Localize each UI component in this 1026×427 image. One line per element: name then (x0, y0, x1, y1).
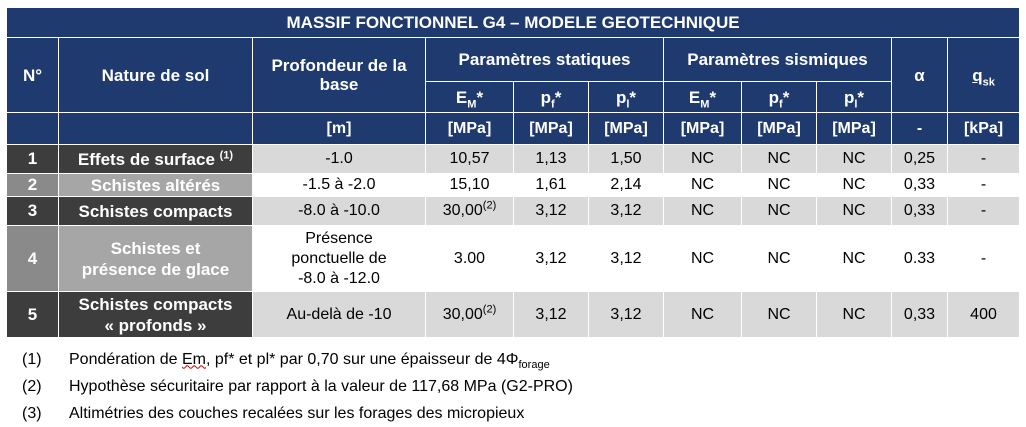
row-qsk: 400 (948, 292, 1020, 338)
row-nature: Effets de surface $^{(1)}$ (59, 145, 253, 174)
row-alpha: 0,33 (892, 197, 948, 226)
row-prof: Présence ponctuelle de -8.0 à -12.0 (253, 226, 426, 292)
row-sem: NC (664, 174, 742, 197)
header-pf-static: $p_f*$ (514, 82, 589, 113)
row-prof: -1.0 (253, 145, 426, 174)
row-spl: NC (817, 145, 892, 174)
footnote-2 (22, 373, 573, 400)
row-pl: 3,12 (589, 197, 664, 226)
row-spf: NC (742, 292, 817, 338)
row-spf: NC (742, 226, 817, 292)
unit-alpha: - (892, 113, 948, 145)
row-spf: NC (742, 145, 817, 174)
row-num: 5 (7, 292, 59, 338)
table-row (7, 292, 1020, 338)
unit-qsk: [kPa] (948, 113, 1020, 145)
row-em: 15,10 (426, 174, 514, 197)
unit-em: [MPa] (426, 113, 514, 145)
footnote-3 (22, 400, 573, 427)
unit-spf: [MPa] (742, 113, 817, 145)
unit-prof: [m] (253, 113, 426, 145)
row-num: 1 (7, 145, 59, 174)
unit-nature (59, 113, 253, 145)
unit-pl: [MPa] (589, 113, 664, 145)
row-spf: NC (742, 197, 817, 226)
row-sem: NC (664, 197, 742, 226)
footnote-num: (2) (22, 377, 42, 395)
unit-spl: [MPa] (817, 113, 892, 145)
header-pl-seismic: $p_l*$ (817, 82, 892, 113)
row-pf: 3,12 (514, 226, 589, 292)
header-em-static: $E_M*$ (426, 82, 514, 113)
row-pl: 3,12 (589, 226, 664, 292)
geotechnical-table (6, 7, 1020, 338)
footnote-text: Pondération de Em, pf* et pl* par 0,70 sur une épaisseur de $4\Phi_{forage}$ (69, 350, 550, 371)
row-pf: 3,12 (514, 197, 589, 226)
header-qsk: $q_{sk}$ (948, 38, 1020, 113)
row-alpha: 0.33 (892, 226, 948, 292)
header-em-seismic: $E_M*$ (664, 82, 742, 113)
row-qsk: - (948, 226, 1020, 292)
header-pl-static: $p_l*$ (589, 82, 664, 113)
footnote-num: (3) (22, 404, 42, 422)
row-em: 10,57 (426, 145, 514, 174)
row-alpha: 0,33 (892, 292, 948, 338)
row-qsk: - (948, 174, 1020, 197)
row-alpha: 0,33 (892, 174, 948, 197)
row-prof: Au-delà de -10 (253, 292, 426, 338)
row-num: 4 (7, 226, 59, 292)
row-nature: Schistes altérés (59, 174, 253, 197)
header-nature: Nature de sol (59, 38, 253, 113)
header-pf-seismic: $p_f*$ (742, 82, 817, 113)
row-pl: 2,14 (589, 174, 664, 197)
header-sismiques: Paramètres sismiques (664, 38, 892, 82)
header-alpha: α (892, 38, 948, 113)
unit-sem: [MPa] (664, 113, 742, 145)
row-pl: 1,50 (589, 145, 664, 174)
table-row (7, 174, 1020, 197)
row-qsk: - (948, 145, 1020, 174)
footnote-num: (1) (22, 350, 42, 368)
row-num: 3 (7, 197, 59, 226)
unit-num (7, 113, 59, 145)
row-qsk: - (948, 197, 1020, 226)
table-row (7, 226, 1020, 292)
row-sem: NC (664, 145, 742, 174)
row-alpha: 0,25 (892, 145, 948, 174)
row-prof: -8.0 à -10.0 (253, 197, 426, 226)
header-statiques: Paramètres statiques (426, 38, 664, 82)
footnote-text: Hypothèse sécuritaire par rapport à la valeur de 117,68 MPa (G2-PRO) (69, 377, 573, 395)
row-spl: NC (817, 292, 892, 338)
row-prof: -1.5 à -2.0 (253, 174, 426, 197)
row-num: 2 (7, 174, 59, 197)
row-nature: Schistes compacts (59, 197, 253, 226)
header-num: N° (7, 38, 59, 113)
footnote-text: Altimétries des couches recalées sur les forages des micropieux (69, 404, 525, 422)
row-em: 30,00$^{(2)}$ (426, 197, 514, 226)
table-title: MASSIF FONCTIONNEL G4 – MODELE GEOTECHNIQUE (7, 8, 1020, 38)
row-nature: Schistes et présence de glace (59, 226, 253, 292)
table-row (7, 145, 1020, 174)
unit-pf: [MPa] (514, 113, 589, 145)
table-row (7, 197, 1020, 226)
row-sem: NC (664, 226, 742, 292)
row-pf: 1,61 (514, 174, 589, 197)
row-spl: NC (817, 174, 892, 197)
row-pl: 3,12 (589, 292, 664, 338)
header-profondeur: Profondeur de la base (253, 38, 426, 113)
row-nature: Schistes compacts « profonds » (59, 292, 253, 338)
row-pf: 3,12 (514, 292, 589, 338)
row-spl: NC (817, 226, 892, 292)
row-pf: 1,13 (514, 145, 589, 174)
footnotes (22, 346, 573, 427)
row-spl: NC (817, 197, 892, 226)
row-em: 3.00 (426, 226, 514, 292)
row-spf: NC (742, 174, 817, 197)
row-em: 30,00$^{(2)}$ (426, 292, 514, 338)
footnote-1 (22, 346, 573, 373)
row-sem: NC (664, 292, 742, 338)
